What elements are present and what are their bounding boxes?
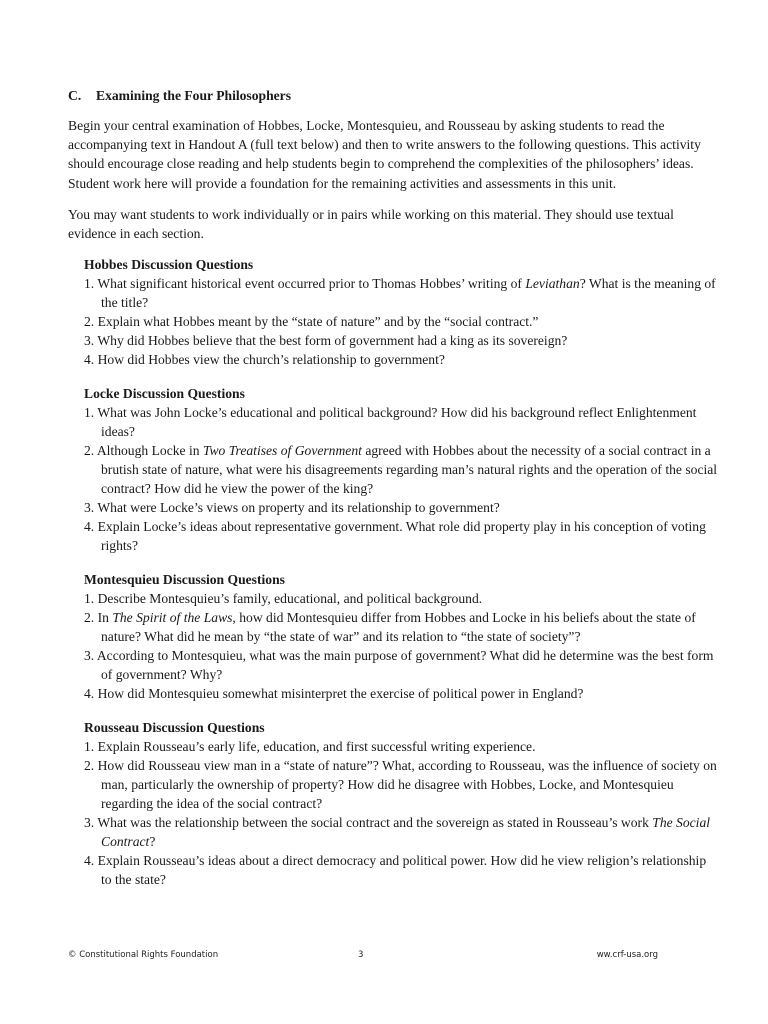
question-text: 4. Explain Locke’s ideas about representative government. What role did property play in his conception of voting rights? xyxy=(84,519,706,554)
question-item xyxy=(84,589,718,608)
section-subtitle: Montesquieu Discussion Questions xyxy=(84,572,285,588)
question-text: 4. Explain Rousseau’s ideas about a direct democracy and political power. How did he view religion’s relationship to the state? xyxy=(84,853,707,888)
question-text: 3. What was the relationship between the social contract and the sovereign as stated in Rousseau’s work xyxy=(84,815,653,831)
question-item xyxy=(84,350,718,369)
question-item xyxy=(84,851,718,889)
intro-paragraph-2: You may want students to work individually or in pairs while working on this material. They should use textual evidence in each section. xyxy=(68,206,674,242)
question-item xyxy=(84,403,718,441)
section-heading xyxy=(68,86,718,106)
question-text: 1. Describe Montesquieu’s family, educational, and political background. xyxy=(84,591,483,607)
question-text: ? What is the meaning of the title? xyxy=(101,276,716,311)
work-title: The Social Contract xyxy=(101,815,711,850)
question-text: ? xyxy=(149,834,156,850)
question-text: 1. Explain Rousseau’s early life, education, and first successful writing experience. xyxy=(84,739,536,755)
question-item xyxy=(84,312,718,331)
question-item xyxy=(84,646,718,684)
work-title: The Spirit of the Laws xyxy=(112,610,233,626)
question-list xyxy=(84,403,718,555)
question-item xyxy=(84,756,718,813)
website-url: ww.crf-usa.org xyxy=(596,950,658,960)
question-item xyxy=(84,517,718,555)
question-text: 2. Although Locke in xyxy=(84,443,203,459)
page-footer xyxy=(68,950,658,964)
montesquieu-section xyxy=(84,570,718,703)
question-text: 3. According to Montesquieu, what was the main purpose of government? What did he determine was the best form of government? Why? xyxy=(84,648,714,683)
question-text: 2. Explain what Hobbes meant by the “state of nature” and by the “social contract.” xyxy=(84,314,539,330)
question-item xyxy=(84,274,718,312)
question-text: 4. How did Hobbes view the church’s relationship to government? xyxy=(84,352,445,368)
question-item xyxy=(84,498,718,517)
question-text: 4. How did Montesquieu somewhat misinterpret the exercise of political power in England? xyxy=(84,686,584,702)
work-title: Leviathan xyxy=(525,276,580,292)
section-subtitle: Rousseau Discussion Questions xyxy=(84,720,265,736)
intro-paragraph-1: Begin your central examination of Hobbes, Locke, Montesquieu, and Rousseau by asking students to read the accompanying text in Handout A (full text below) and then to write answers to the following questions. This activity should encourage close reading and help students begin to comprehend the complexities of the philosophers’ ideas. Student work here will provide a foundation for the remaining activities and assessments in this unit. xyxy=(68,118,701,191)
work-title: Two Treatises of Government xyxy=(202,443,362,459)
page-content xyxy=(68,86,718,904)
question-text: 1. What significant historical event occurred prior to Thomas Hobbes’ writing of xyxy=(84,276,526,292)
question-text: 2. In xyxy=(84,610,113,626)
question-text: , how did Montesquieu differ from Hobbes and Locke in his beliefs about the state of nature? What did he mean by “the state of war” and its relation to “the state of society”? xyxy=(101,610,696,645)
question-text: 2. How did Rousseau view man in a “state of nature”? What, according to Rousseau, was the influence of society on man, particularly the ownership of property? How did he disagree with Hobbes, Locke, and Montesquieu regarding the idea of the social contract? xyxy=(84,758,717,812)
question-item xyxy=(84,684,718,703)
question-item xyxy=(84,441,718,498)
copyright-text: © Constitutional Rights Foundation xyxy=(68,950,219,960)
question-item xyxy=(84,608,718,646)
locke-section xyxy=(84,384,718,555)
question-item xyxy=(84,737,718,756)
section-subtitle: Locke Discussion Questions xyxy=(84,386,245,402)
question-text: 3. What were Locke’s views on property and its relationship to government? xyxy=(84,500,500,516)
question-text: 1. What was John Locke’s educational and political background? How did his background reflect Enlightenment ideas? xyxy=(84,405,697,440)
question-list xyxy=(84,589,718,703)
section-subtitle: Hobbes Discussion Questions xyxy=(84,257,254,273)
section-title: Examining the Four Philosophers xyxy=(96,88,291,103)
section-number: C. xyxy=(68,88,82,103)
hobbes-section xyxy=(84,255,718,369)
question-text: agreed with Hobbes about the necessity of a social contract in a brutish state of nature, what were his disagreements regarding man’s natural rights and the operation of the social contract? How did he view the power of the king? xyxy=(101,443,718,497)
question-item xyxy=(84,331,718,350)
page-number: 3 xyxy=(358,950,364,960)
question-text: 3. Why did Hobbes believe that the best form of government had a king as its sovereign? xyxy=(84,333,568,349)
rousseau-section xyxy=(84,718,718,889)
question-item xyxy=(84,813,718,851)
question-list xyxy=(84,274,718,369)
question-list xyxy=(84,737,718,889)
